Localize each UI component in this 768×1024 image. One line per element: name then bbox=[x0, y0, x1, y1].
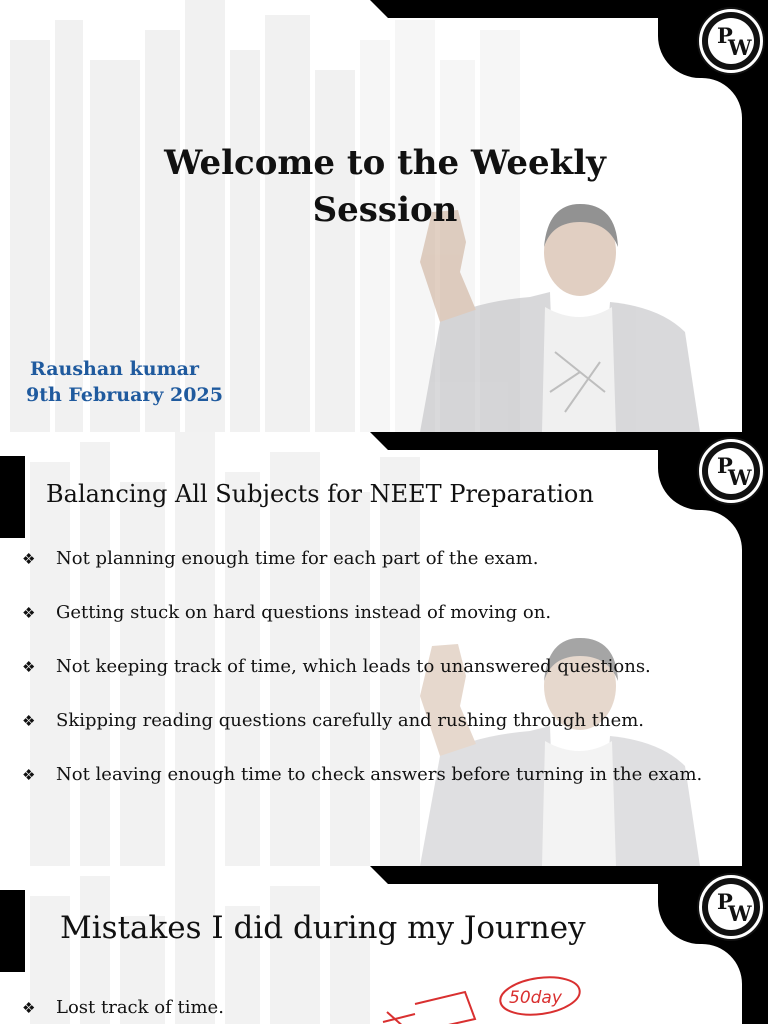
handwritten-note: 50day bbox=[509, 988, 562, 1008]
diamond-bullet-icon: ❖ bbox=[22, 604, 36, 622]
list-item: ❖ Not keeping track of time, which leads to unanswered questions. bbox=[22, 653, 712, 681]
diamond-bullet-icon: ❖ bbox=[22, 712, 36, 730]
pw-logo: P W bbox=[699, 9, 763, 73]
list-item: ❖ Getting stuck on hard questions instead of moving on. bbox=[22, 599, 712, 627]
slide-heading: Mistakes I did during my Journey bbox=[60, 910, 586, 946]
diamond-bullet-icon: ❖ bbox=[22, 550, 36, 568]
pw-logo: P W bbox=[699, 875, 763, 939]
diamond-bullet-icon: ❖ bbox=[22, 999, 36, 1017]
handwritten-annotation bbox=[375, 964, 605, 1024]
neet-preparation-slide bbox=[0, 432, 768, 866]
session-date: 9th February 2025 bbox=[26, 384, 223, 406]
presenter-name: Raushan kumar bbox=[30, 358, 200, 380]
diamond-bullet-icon: ❖ bbox=[22, 658, 36, 676]
list-item: ❖ Lost track of time. bbox=[22, 994, 422, 1022]
list-item: ❖ Not leaving enough time to check answers before turning in the exam. bbox=[22, 761, 712, 789]
presenter-info bbox=[26, 356, 223, 408]
pw-logo: P W bbox=[699, 439, 763, 503]
left-accent-bar bbox=[0, 890, 25, 972]
list-item: ❖ Skipping reading questions carefully and rushing through them. bbox=[22, 707, 712, 735]
slide-title: Welcome to the Weekly Session bbox=[164, 143, 606, 230]
list-item: ❖ Not planning enough time for each part of the exam. bbox=[22, 545, 712, 573]
left-accent-bar bbox=[0, 456, 25, 538]
bullet-list bbox=[22, 994, 422, 1022]
mistakes-slide bbox=[0, 866, 768, 1024]
diamond-bullet-icon: ❖ bbox=[22, 766, 36, 784]
bullet-list bbox=[22, 545, 712, 815]
slide-heading: Balancing All Subjects for NEET Preparation bbox=[46, 480, 594, 508]
title-slide bbox=[0, 0, 768, 432]
